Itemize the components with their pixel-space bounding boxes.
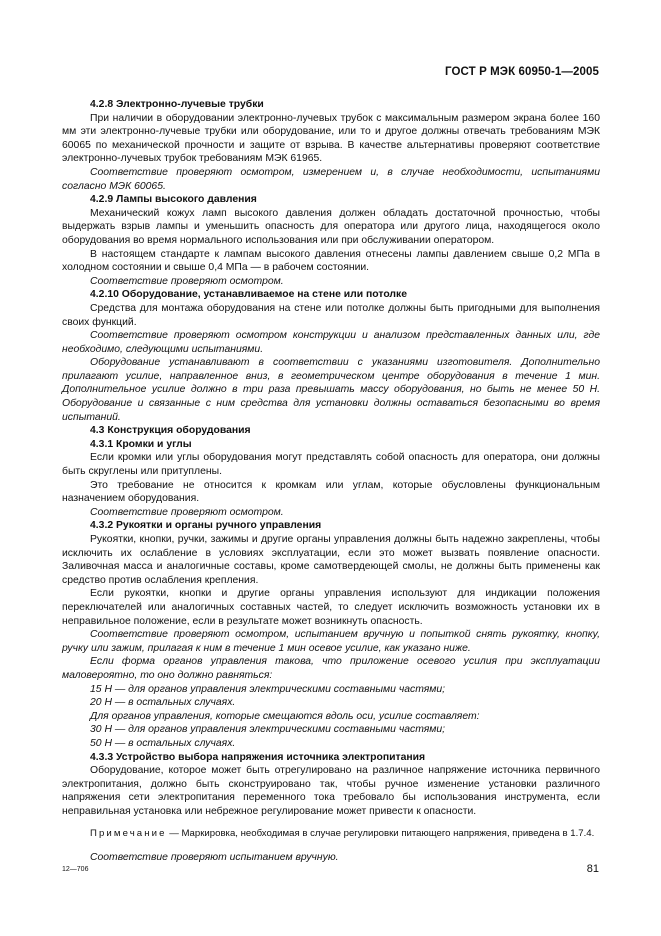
note-text: — Маркировка, необходимая в случае регулировки питающего напряжения, приведена в 1.7.4.: [166, 828, 595, 840]
paragraph: Оборудование, которое может быть отрегулировано на различное напряжение источника первичного электропитания, должно быть сконструировано так, чтобы ручное изменение установки различного напряжения сети электропитания переменного тока требовало бы использования инструмента, если неправильная установка или небрежное регулирование может привести к опасности.: [62, 765, 600, 817]
paragraph: Соответствие проверяют осмотром конструкции и анализом представленных данных или, где необходимо, следующими испытаниями.: [62, 330, 600, 355]
note-paragraph: [62, 828, 600, 841]
document-header: ГОСТ Р МЭК 60950-1—2005: [445, 66, 599, 78]
section-heading: 4.3.3 Устройство выбора напряжения источника электропитания: [90, 751, 426, 763]
section-heading: 4.3.1 Кромки и углы: [90, 438, 192, 450]
paragraph: Оборудование устанавливают в соответствии с указаниями изготовителя. Дополнительно прилагают усилие, направленное вниз, в геометрическом центре оборудования в течение 1 мин. Дополнительное усилие должно в три раза превышать массу оборудования, но быть не менее 50 Н. Оборудование и связанные с ним средства для установки должны оставаться безопасными во время испытаний.: [62, 357, 600, 423]
paragraph: Соответствие проверяют осмотром.: [90, 506, 284, 518]
paragraph: Рукоятки, кнопки, ручки, зажимы и другие органы управления должны быть надежно закреплены, чтобы исключить их ослабление в условиях эксплуатации, если это может вызвать появление опасности. Заливочная масса и аналогичные составы, кроме самотвердеющей смолы, не должны быть применены как средство против ослабления крепления.: [62, 534, 600, 586]
paragraph: Соответствие проверяют осмотром, измерением и, в случае необходимости, испытаниями согласно МЭК 60065.: [62, 166, 600, 192]
paragraph: Механический кожух ламп высокого давления должен обладать достаточной прочностью, чтобы выдержать взрыв лампы и уменьшить опасность для оператора или другого лица, находящегося около оборудования во время нормального использования или при обслуживании оператором.: [62, 207, 600, 246]
document-body: [62, 98, 600, 865]
page-number: 81: [586, 863, 599, 875]
paragraph: 15 Н — для органов управления электрическими составными частями;: [90, 683, 446, 695]
section-heading: 4.2.9 Лампы высокого давления: [90, 194, 257, 206]
paragraph: Соответствие проверяют осмотром.: [90, 275, 284, 287]
paragraph: Если форма органов управления такова, что приложение осевого усилия при эксплуатации маловероятно, то оно должно равняться:: [62, 656, 600, 681]
paragraph: Это требование не относится к кромкам или углам, которые обусловлены функциональным назначением оборудования.: [62, 479, 600, 505]
paragraph: Если рукоятки, кнопки и другие органы управления используют для индикации положения переключателей или аналогичных составных частей, то следует исключить возможность установки их в неправильное положение, если в результате может возникнуть опасность.: [62, 588, 600, 627]
paragraph: Средства для монтажа оборудования на стене или потолке должны быть пригодными для выполнения своих функций.: [62, 302, 600, 328]
paragraph: Соответствие проверяют осмотром, испытанием вручную и попыткой снять рукоятку, кнопку, ручку или зажим, прилагая к ним в течение 1 мин осевое усилие, как указано ниже.: [62, 629, 600, 654]
footer-code: 12—706: [62, 866, 89, 873]
paragraph: 20 Н — в остальных случаях.: [90, 697, 236, 709]
paragraph: 30 Н — для органов управления электрическими составными частями;: [90, 724, 446, 736]
paragraph: 50 Н — в остальных случаях.: [90, 737, 236, 749]
paragraph: При наличии в оборудовании электронно-лучевых трубок с максимальным размером экрана более 160 мм эти электронно-лучевые трубки или оборудование, или то и другое должны отвечать требованиям МЭК 60065 по механической прочности и защите от взрыва. В качестве альтернативы проверяют соответствие электронно-лучевых трубок требованиям МЭК 61965.: [62, 112, 600, 165]
section-heading: 4.3 Конструкция оборудования: [90, 425, 251, 437]
paragraph: В настоящем стандарте к лампам высокого давления отнесены лампы давлением свыше 0,2 МПа в холодном состоянии и свыше 0,4 МПа — в рабочем состоянии.: [62, 248, 600, 274]
note-label: Примечание: [90, 828, 167, 840]
final-compliance-paragraph: Соответствие проверяют испытанием вручную.: [90, 852, 339, 864]
paragraph: Если кромки или углы оборудования могут представлять собой опасность для оператора, они должны быть скруглены или притуплены.: [62, 452, 600, 478]
paragraph-list: [62, 98, 600, 818]
paragraph: Для органов управления, которые смещаются вдоль оси, усилие составляет:: [90, 710, 480, 722]
section-heading: 4.2.8 Электронно-лучевые трубки: [90, 99, 264, 110]
section-heading: 4.3.2 Рукоятки и органы ручного управления: [90, 520, 322, 532]
section-heading: 4.2.10 Оборудование, устанавливаемое на стене или потолке: [90, 289, 408, 301]
